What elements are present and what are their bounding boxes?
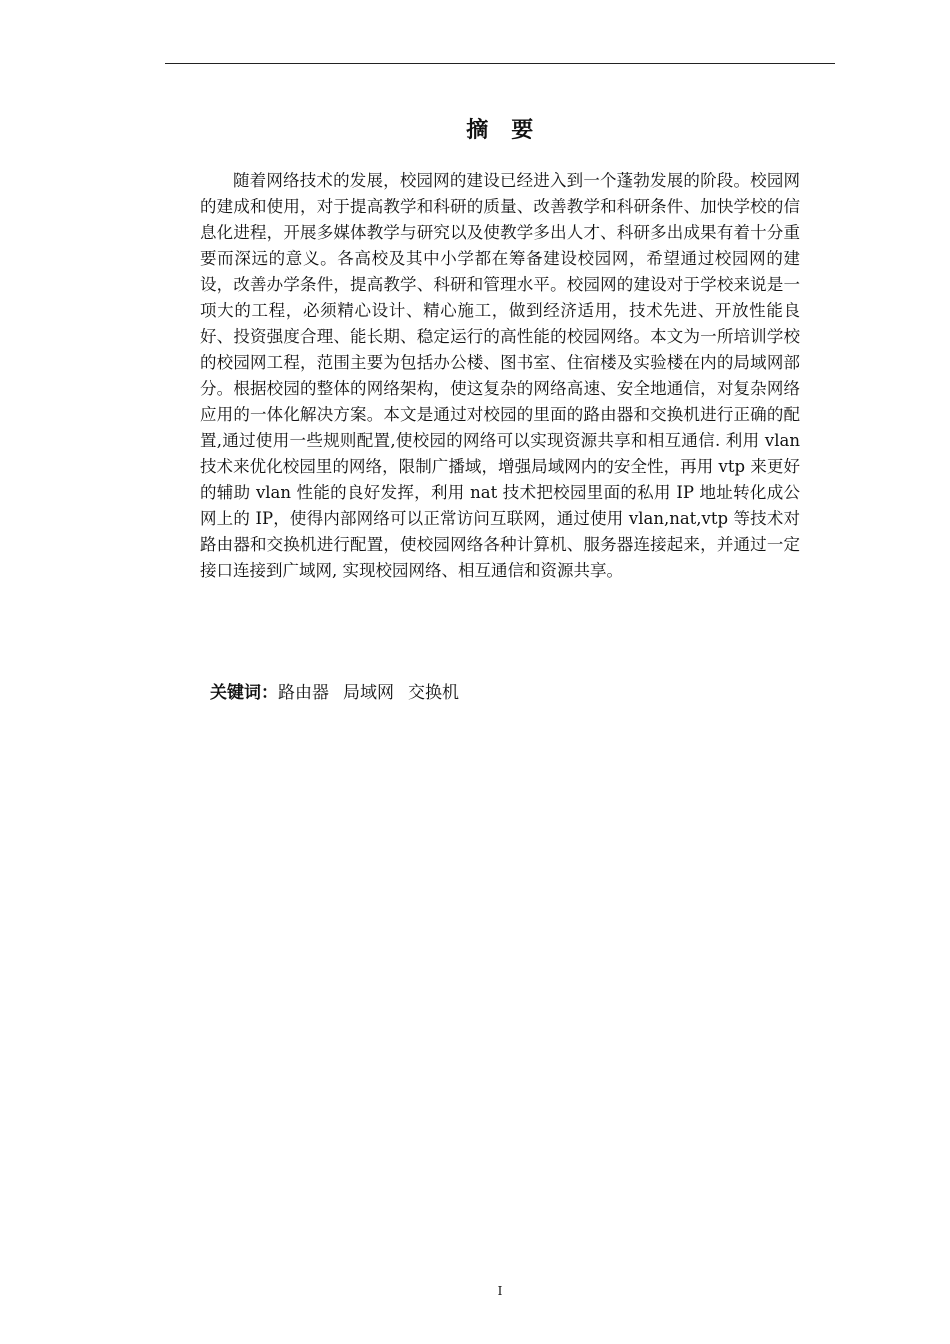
keyword-item: 路由器: [278, 683, 329, 703]
keyword-item: 局域网: [343, 683, 394, 703]
keywords-line: [210, 680, 473, 706]
page-number: I: [497, 1284, 503, 1298]
keyword-item: 交换机: [408, 683, 459, 703]
keywords-label: 关键词：: [210, 683, 278, 703]
abstract-title: 摘 要: [466, 118, 534, 143]
abstract-body: 随着网络技术的发展，校园网的建设已经进入到一个蓬勃发展的阶段。校园网的建成和使用，对于提高教学和科研的质量、改善教学和科研条件、加快学校的信息化进程，开展多媒体教学与研究以及使教学多出人才、科研多出成果有着十分重要而深远的意义。各高校及其中小学都在筹备建设校园网，希望通过校园网的建设，改善办学条件，提高教学、科研和管理水平。校园网的建设对于学校来说是一项大的工程，必须精心设计、精心施工，做到经济适用，技术先进、开放性能良好、投资强度合理、能长期、稳定运行的高性能的校园网络。本文为一所培训学校的校园网工程，范围主要为包括办公楼、图书室、住宿楼及实验楼在内的局域网部分。根据校园的整体的网络架构，使这复杂的网络高速、安全地通信，对复杂网络应用的一体化解决方案。本文是通过对校园的里面的路由器和交换机进行正确的配置,通过使用一些规则配置,使校园的网络可以实现资源共享和相互通信. 利用 vlan 技术来优化校园里的网络，限制广播域，增强局域网内的安全性，再用 vtp 来更好的辅助 vlan 性能的良好发挥，利用 nat 技术把校园里面的私用 IP 地址转化成公网上的 IP，使得内部网络可以正常访问互联网，通过使用 vlan,nat,vtp 等技术对路由器和交换机进行配置，使校园网络各种计算机、服务器连接起来，并通过一定接口连接到广域网, 实现校园网络、相互通信和资源共享。: [200, 171, 800, 580]
header-rule: [165, 63, 835, 64]
